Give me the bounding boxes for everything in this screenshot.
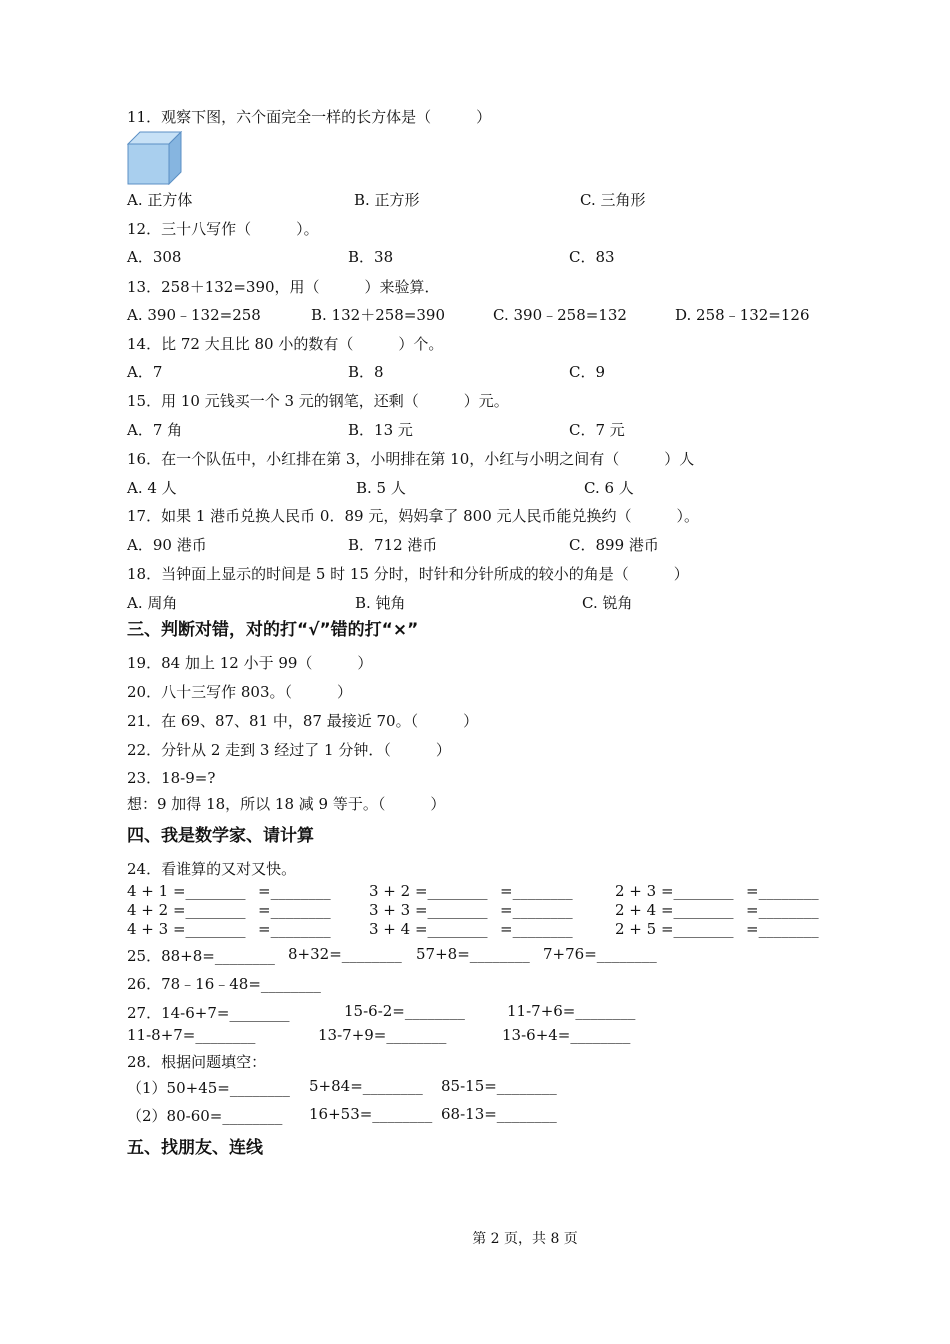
q28-item[interactable]: （2）80-60=________	[127, 1107, 283, 1125]
q24-expression[interactable]: 3 + 3 =________	[369, 901, 488, 919]
q18-option-c[interactable]: C. 锐角	[582, 594, 633, 612]
q28-item[interactable]: 85-15=________	[441, 1077, 557, 1095]
q15-option-a[interactable]: A．7 角	[127, 421, 183, 439]
q11-option-b[interactable]: B. 正方形	[354, 191, 420, 209]
q27-item[interactable]: 27．14-6+7=________	[127, 1004, 290, 1022]
q19-statement: 19．84 加上 12 小于 99（ ）	[127, 654, 373, 672]
q27-item[interactable]: 11-8+7=________	[127, 1026, 256, 1044]
q25-item[interactable]: 8+32=________	[288, 945, 402, 963]
section-5-heading: 五、找朋友、连线	[127, 1138, 263, 1158]
q12-option-a[interactable]: A．308	[127, 248, 182, 266]
q26-expression[interactable]: 26．78﹣16﹣48=________	[127, 975, 321, 993]
q16-stem: 16．在一个队伍中，小红排在第 3，小明排在第 10，小红与小明之间有（ ）人	[127, 450, 695, 468]
q23-hint: 想：9 加得 18，所以 18 减 9 等于。（ ）	[127, 795, 446, 813]
q24-expression[interactable]: 4 + 3 =________	[127, 920, 246, 938]
q24-answer[interactable]: =________	[258, 901, 331, 919]
q15-option-b[interactable]: B．13 元	[348, 421, 413, 439]
q14-option-c[interactable]: C．9	[569, 363, 606, 381]
q23-stem: 23．18-9=?	[127, 769, 216, 787]
section-4-heading: 四、我是数学家、请计算	[127, 826, 314, 846]
q15-option-c[interactable]: C．7 元	[569, 421, 625, 439]
q24-answer[interactable]: =________	[746, 901, 819, 919]
q18-stem: 18．当钟面上显示的时间是 5 时 15 分时，时针和分针所成的较小的角是（ ）	[127, 565, 689, 583]
q12-option-b[interactable]: B．38	[348, 248, 394, 266]
q11-option-c[interactable]: C. 三角形	[580, 191, 646, 209]
q24-expression[interactable]: 2 + 5 =________	[615, 920, 734, 938]
q27-item[interactable]: 11-7+6=________	[507, 1002, 636, 1020]
q24-expression[interactable]: 2 + 3 =________	[615, 882, 734, 900]
q28-item[interactable]: 5+84=________	[309, 1077, 423, 1095]
q22-statement: 22．分针从 2 走到 3 经过了 1 分钟．（ ）	[127, 741, 451, 759]
q28-item[interactable]: 16+53=________	[309, 1105, 433, 1123]
cube-icon	[127, 131, 183, 189]
q11-option-a[interactable]: A. 正方体	[127, 191, 193, 209]
q28-stem: 28．根据问题填空：	[127, 1053, 267, 1071]
q13-option-d[interactable]: D. 258﹣132=126	[675, 306, 810, 324]
q24-answer[interactable]: =________	[258, 882, 331, 900]
q17-option-c[interactable]: C．899 港币	[569, 536, 659, 554]
q24-expression[interactable]: 2 + 4 =________	[615, 901, 734, 919]
q17-stem: 17．如果 1 港币兑换人民币 0．89 元，妈妈拿了 800 元人民币能兑换约（ ）。	[127, 507, 700, 525]
q24-expression[interactable]: 3 + 4 =________	[369, 920, 488, 938]
q28-item[interactable]: （1）50+45=________	[127, 1079, 290, 1097]
q12-stem: 12．三十八写作（ ）。	[127, 220, 319, 238]
q20-statement: 20．八十三写作 803。（ ）	[127, 683, 352, 701]
q24-answer[interactable]: =________	[746, 920, 819, 938]
q24-answer[interactable]: =________	[500, 901, 573, 919]
q25-item[interactable]: 7+76=________	[543, 945, 657, 963]
q24-expression[interactable]: 3 + 2 =________	[369, 882, 488, 900]
q27-item[interactable]: 13-7+9=________	[318, 1026, 447, 1044]
q13-option-b[interactable]: B. 132＋258=390	[311, 306, 446, 324]
q14-stem: 14．比 72 大且比 80 小的数有（ ）个。	[127, 335, 444, 353]
q24-stem: 24．看谁算的又对又快。	[127, 860, 297, 878]
q14-option-b[interactable]: B．8	[348, 363, 384, 381]
q18-option-a[interactable]: A. 周角	[127, 594, 178, 612]
q27-item[interactable]: 13-6+4=________	[502, 1026, 631, 1044]
q18-option-b[interactable]: B. 钝角	[355, 594, 406, 612]
q25-item[interactable]: 57+8=________	[416, 945, 530, 963]
q24-expression[interactable]: 4 + 1 =________	[127, 882, 246, 900]
page-footer: 第 2 页，共 8 页	[472, 1231, 578, 1247]
q24-answer[interactable]: =________	[258, 920, 331, 938]
q27-item[interactable]: 15-6-2=________	[344, 1002, 465, 1020]
q11-stem: 11．观察下图，六个面完全一样的长方体是（ ）	[127, 108, 492, 126]
q15-stem: 15．用 10 元钱买一个 3 元的钢笔，还剩（ ）元。	[127, 392, 509, 410]
q28-item[interactable]: 68-13=________	[441, 1105, 557, 1123]
section-3-heading: 三、判断对错，对的打“√”错的打“×”	[127, 620, 419, 640]
q17-option-b[interactable]: B．712 港币	[348, 536, 438, 554]
q13-stem: 13．258＋132=390，用（ ）来验算．	[127, 278, 440, 296]
q17-option-a[interactable]: A．90 港币	[127, 536, 207, 554]
q25-item[interactable]: 25．88+8=________	[127, 947, 275, 965]
q13-option-c[interactable]: C. 390﹣258=132	[493, 306, 627, 324]
q24-answer[interactable]: =________	[500, 882, 573, 900]
q24-expression[interactable]: 4 + 2 =________	[127, 901, 246, 919]
q24-answer[interactable]: =________	[746, 882, 819, 900]
q16-option-a[interactable]: A. 4 人	[127, 479, 177, 497]
q14-option-a[interactable]: A．7	[127, 363, 163, 381]
q21-statement: 21．在 69、87、81 中，87 最接近 70。（ ）	[127, 712, 479, 730]
q13-option-a[interactable]: A. 390﹣132=258	[127, 306, 261, 324]
q16-option-c[interactable]: C. 6 人	[584, 479, 634, 497]
q12-option-c[interactable]: C．83	[569, 248, 615, 266]
q16-option-b[interactable]: B. 5 人	[356, 479, 406, 497]
q24-answer[interactable]: =________	[500, 920, 573, 938]
